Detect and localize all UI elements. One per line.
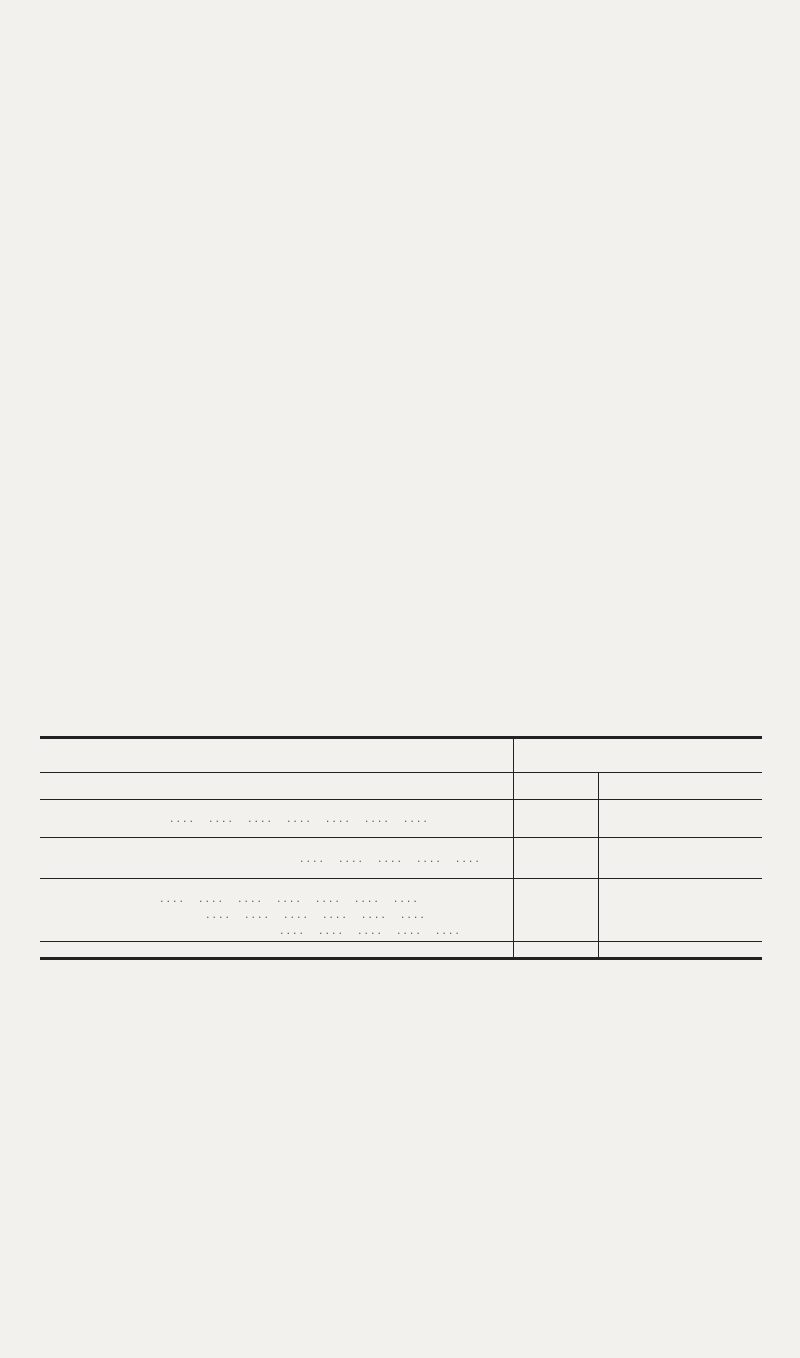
leader-dots: .... .... .... .... .... .... .... — [160, 892, 420, 905]
table-rule — [40, 878, 762, 879]
table-column-rule — [513, 736, 514, 960]
leader-dots: .... .... .... .... .... .... .... — [170, 812, 430, 825]
table-column-rule — [598, 772, 599, 960]
table-rule — [40, 799, 762, 800]
leader-dots: .... .... .... .... .... — [280, 924, 462, 937]
leader-dots: .... .... .... .... .... .... — [206, 908, 427, 921]
table-top-rule — [40, 736, 762, 739]
table-bottom-rule — [40, 957, 762, 960]
leader-dots: .... .... .... .... .... — [300, 852, 482, 865]
table-rule — [40, 941, 762, 942]
table-rule — [40, 837, 762, 838]
table-rule — [40, 772, 762, 773]
